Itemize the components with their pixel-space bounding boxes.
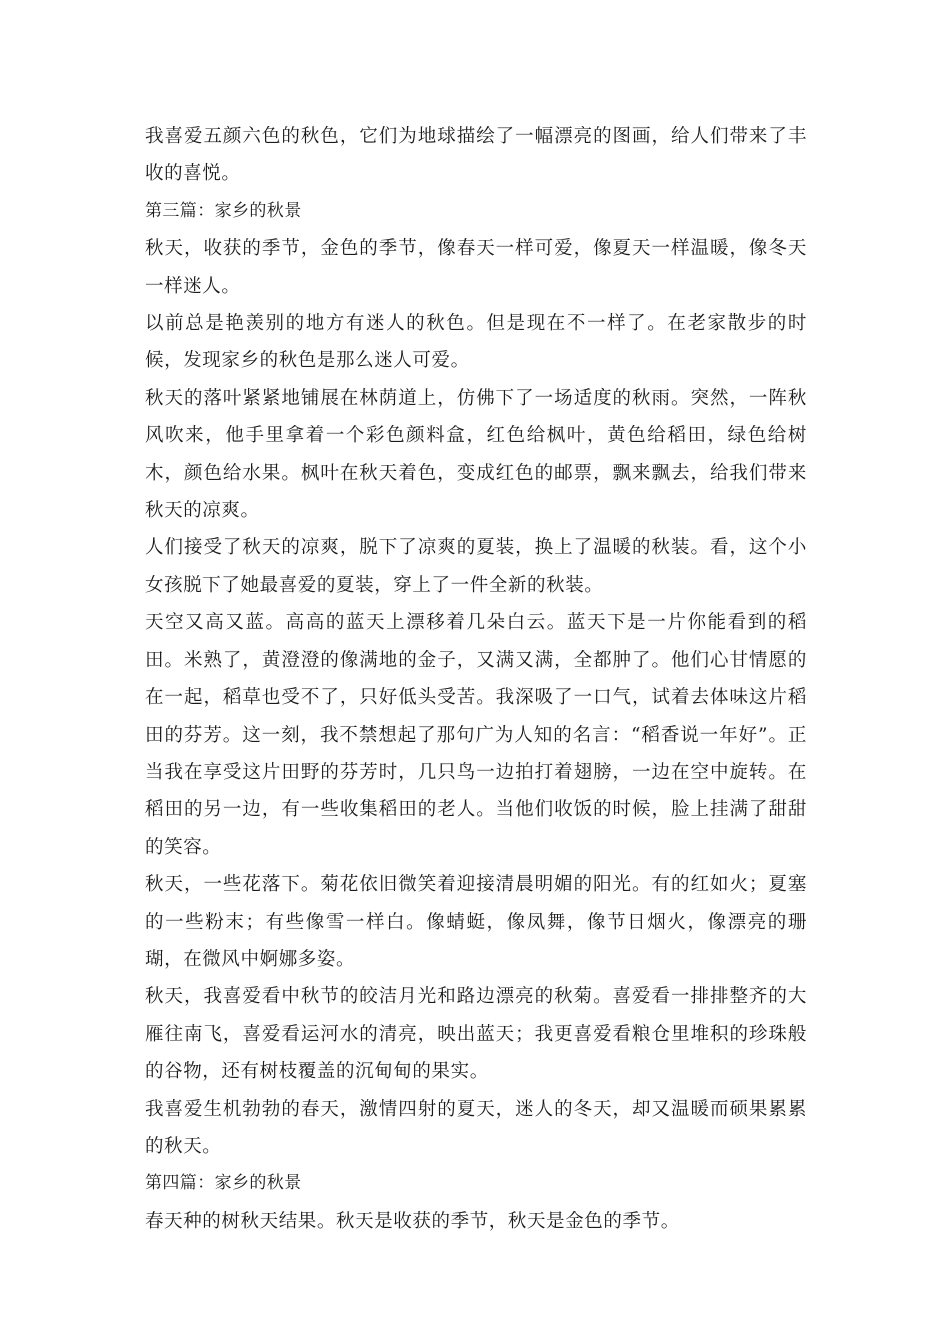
paragraph-4: 秋天的落叶紧紧地铺展在林荫道上，仿佛下了一场适度的秋雨。突然，一阵秋风吹来，他手里拿着一个彩色颜料盒，红色给枫叶，黄色给稻田，绿色给树木，颜色给水果。枫叶在秋天着色，变成红色的邮票，飘来飘去，给我们带来秋天的凉爽。: [145, 387, 807, 522]
paragraph-3: 以前总是艳羡别的地方有迷人的秋色。但是现在不一样了。在老家散步的时候，发现家乡的秋色是那么迷人可爱。: [145, 313, 807, 372]
paragraph-5: 人们接受了秋天的凉爽，脱下了凉爽的夏装，换上了温暖的秋装。看，这个小女孩脱下了她最喜爱的夏装，穿上了一件全新的秋装。: [145, 537, 807, 596]
paragraph-7: 秋天，一些花落下。菊花依旧微笑着迎接清晨明媚的阳光。有的红如火；夏塞的一些粉末；有些像雪一样白。像蜻蜓，像凤舞，像节日烟火，像漂亮的珊瑚，在微风中婀娜多姿。: [145, 874, 807, 970]
section-heading-3: 第三篇：家乡的秋景: [145, 200, 302, 221]
paragraph-8: 秋天，我喜爱看中秋节的皎洁月光和路边漂亮的秋菊。喜爱看一排排整齐的大雁往南飞，喜爱看运河水的清亮，映出蓝天；我更喜爱看粮仓里堆积的珍珠般的谷物，还有树枝覆盖的沉甸甸的果实。: [145, 986, 807, 1083]
paragraph-10: 春天种的树秋天结果。秋天是收获的季节，秋天是金色的季节。: [145, 1210, 680, 1232]
paragraph-9: 我喜爱生机勃勃的春天，激情四射的夏天，迷人的冬天，却又温暖而硕果累累的秋天。: [145, 1098, 807, 1157]
paragraph-1: 我喜爱五颜六色的秋色，它们为地球描绘了一幅漂亮的图画，给人们带来了丰收的喜悦。: [145, 126, 807, 185]
paragraph-6: 天空又高又蓝。高高的蓝天上漂移着几朵白云。蓝天下是一片你能看到的稻田。米熟了，黄澄澄的像满地的金子，又满又满，全都肿了。他们心甘情愿的在一起，稻草也受不了，只好低头受苦。我深吸了一口气，试着去体味这片稻田的芬芳。这一刻，我不禁想起了那句广为人知的名言：“稻香说一年好”。正当我在享受这片田野的芬芳时，几只鸟一边拍打着翅膀，一边在空中旋转。在稻田的另一边，有一些收集稻田的老人。当他们收饭的时候，脸上挂满了甜甜的笑容。: [145, 612, 807, 858]
section-heading-4: 第四篇：家乡的秋景: [145, 1173, 302, 1194]
paragraph-2: 秋天，收获的季节，金色的季节，像春天一样可爱，像夏天一样温暖，像冬天一样迷人。: [145, 238, 807, 297]
document-body: [145, 118, 807, 1240]
